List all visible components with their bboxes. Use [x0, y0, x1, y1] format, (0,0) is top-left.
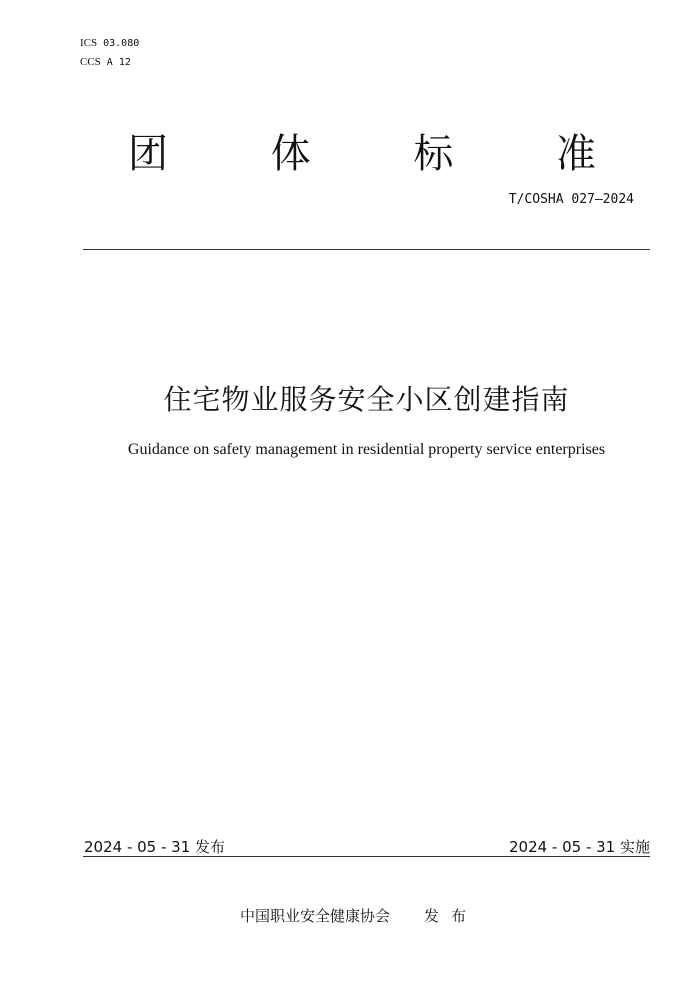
top-divider: [83, 249, 650, 250]
ccs-label: CCS: [80, 56, 101, 68]
issue-date: 2024 - 05 - 31 发布: [84, 838, 226, 856]
ics-label: ICS: [80, 37, 98, 49]
document-title-zh: 住宅物业服务安全小区创建指南: [163, 383, 570, 416]
implementation-date: 2024 - 05 - 31 实施: [508, 838, 650, 856]
standard-type-char: 团: [128, 131, 168, 177]
ics-row: [80, 34, 139, 53]
publisher-name: 中国职业安全健康协会: [240, 907, 391, 925]
ccs-row: [80, 53, 139, 72]
standard-type-char: 体: [270, 131, 311, 177]
document-title-en: Guidance on safety management in residential property service enterprises: [127, 441, 606, 458]
ics-value: 03.080: [103, 38, 140, 49]
classification-codes: [80, 34, 139, 72]
standard-type-char: 准: [555, 131, 596, 177]
publisher-line: [240, 905, 478, 926]
standard-type-char: 标: [413, 131, 454, 177]
standard-number: T/COSHA 027—2024: [508, 192, 634, 207]
bottom-divider: [83, 856, 650, 857]
publish-action: 发布: [424, 907, 479, 925]
standard-type-heading: [128, 128, 596, 180]
ccs-value: A 12: [106, 57, 131, 68]
